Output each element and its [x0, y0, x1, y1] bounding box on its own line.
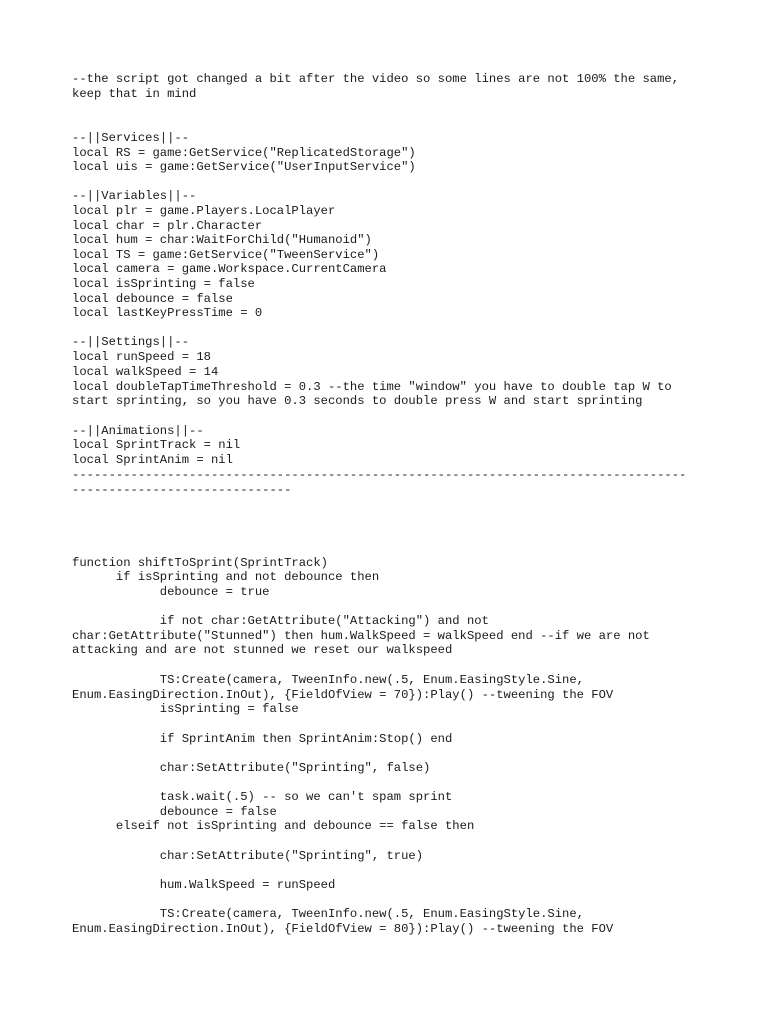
code-line: keep that in mind: [72, 87, 197, 101]
code-line: --||Variables||--: [72, 189, 197, 203]
code-line: debounce = true: [72, 585, 270, 599]
code-line: local camera = game.Workspace.CurrentCamera: [72, 262, 387, 276]
code-line: local char = plr.Character: [72, 219, 263, 233]
code-line: local SprintTrack = nil: [72, 438, 241, 452]
code-line: --||Services||--: [72, 131, 190, 145]
code-line: isSprinting = false: [72, 702, 299, 716]
divider-line: ------------------------------: [72, 483, 292, 497]
code-line: if isSprinting and not debounce then: [72, 570, 380, 584]
code-line: char:SetAttribute("Sprinting", true): [72, 849, 424, 863]
code-line: local walkSpeed = 14: [72, 365, 219, 379]
code-line: local isSprinting = false: [72, 277, 255, 291]
code-line: TS:Create(camera, TweenInfo.new(.5, Enum.EasingStyle.Sine,: [72, 907, 584, 921]
code-line: debounce = false: [72, 805, 277, 819]
code-line: hum.WalkSpeed = runSpeed: [72, 878, 336, 892]
code-line: local plr = game.Players.LocalPlayer: [72, 204, 336, 218]
code-line: --||Animations||--: [72, 424, 204, 438]
code-line: local uis = game:GetService("UserInputService"): [72, 160, 416, 174]
divider-line: ------------------------------------------------------------------------------------: [72, 468, 687, 482]
code-line: char:SetAttribute("Sprinting", false): [72, 761, 431, 775]
code-line: if not char:GetAttribute("Attacking") and not: [72, 614, 489, 628]
code-line: if SprintAnim then SprintAnim:Stop() end: [72, 732, 453, 746]
code-line: Enum.EasingDirection.InOut), {FieldOfView = 70}):Play() --tweening the FOV: [72, 688, 614, 702]
code-line: local hum = char:WaitForChild("Humanoid"): [72, 233, 372, 247]
code-line: function shiftToSprint(SprintTrack): [72, 556, 328, 570]
code-line: TS:Create(camera, TweenInfo.new(.5, Enum.EasingStyle.Sine,: [72, 673, 584, 687]
code-line: start sprinting, so you have 0.3 seconds to double press W and start sprinting: [72, 394, 643, 408]
code-line: local TS = game:GetService("TweenService"): [72, 248, 380, 262]
code-line: --||Settings||--: [72, 335, 190, 349]
code-line: --the script got changed a bit after the video so some lines are not 100% the same,: [72, 72, 680, 86]
code-line: Enum.EasingDirection.InOut), {FieldOfView = 80}):Play() --tweening the FOV: [72, 922, 614, 936]
code-line: elseif not isSprinting and debounce == false then: [72, 819, 475, 833]
code-line: local RS = game:GetService("ReplicatedStorage"): [72, 146, 416, 160]
code-line: local doubleTapTimeThreshold = 0.3 --the time "window" you have to double tap W to: [72, 380, 672, 394]
code-line: local runSpeed = 18: [72, 350, 211, 364]
code-line: local debounce = false: [72, 292, 233, 306]
code-line: local lastKeyPressTime = 0: [72, 306, 263, 320]
code-line: task.wait(.5) -- so we can't spam sprint: [72, 790, 453, 804]
code-line: attacking and are not stunned we reset our walkspeed: [72, 643, 453, 657]
code-line: local SprintAnim = nil: [72, 453, 233, 467]
code-line: char:GetAttribute("Stunned") then hum.WalkSpeed = walkSpeed end --if we are not: [72, 629, 650, 643]
